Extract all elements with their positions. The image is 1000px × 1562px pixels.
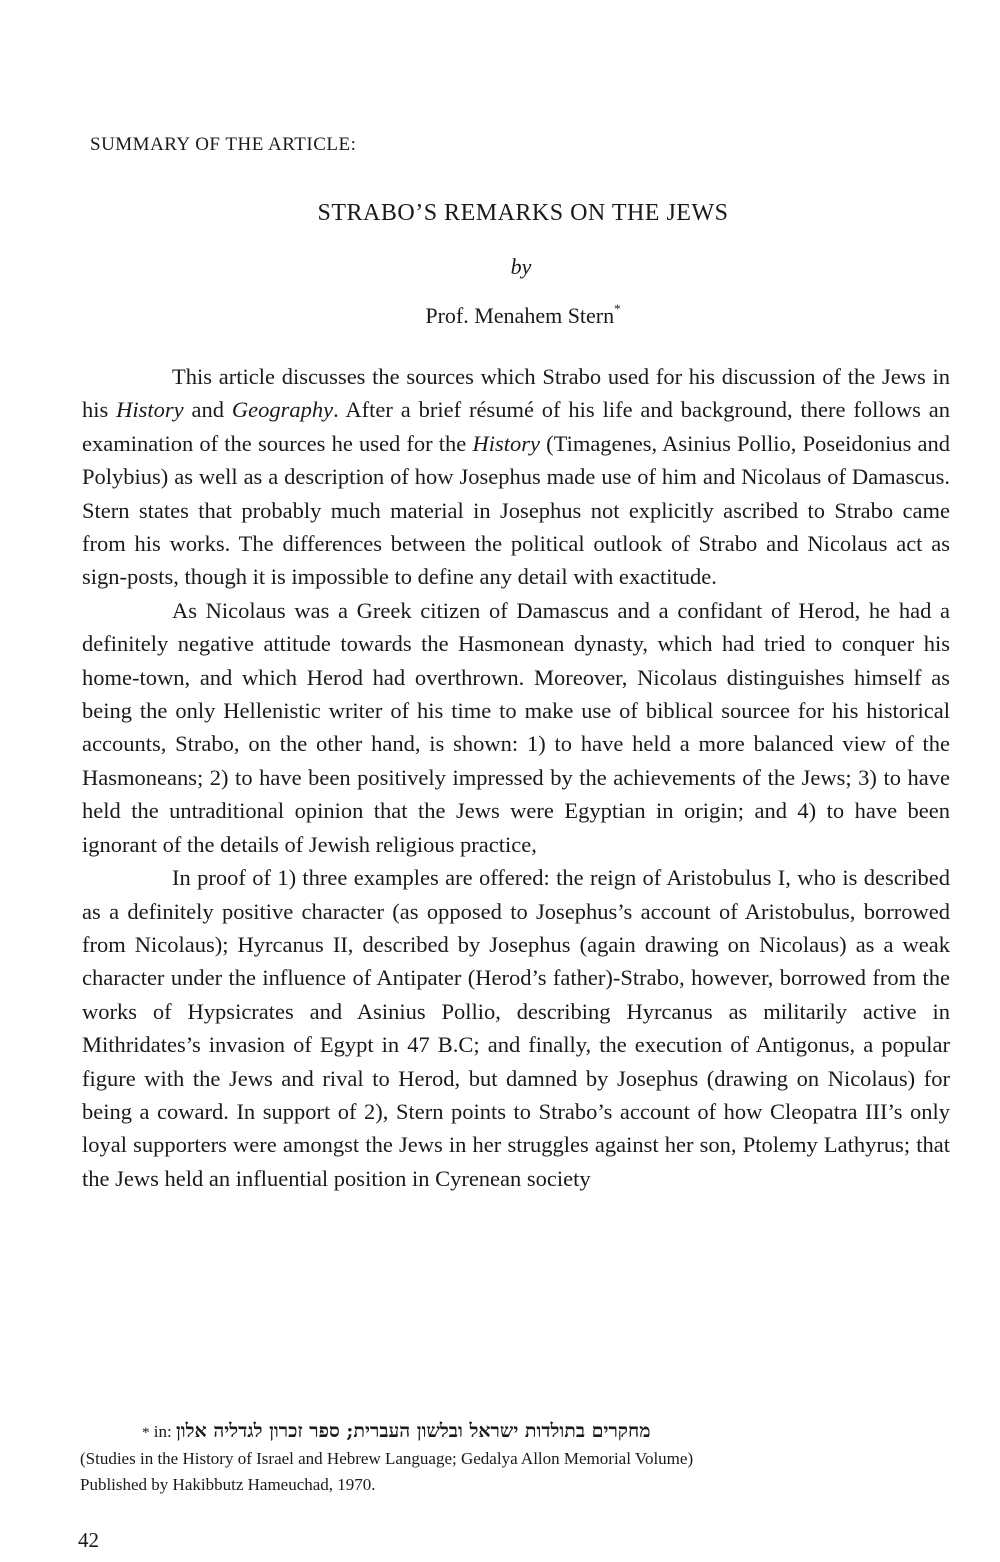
section-label: SUMMARY OF THE ARTICLE: bbox=[90, 134, 357, 155]
article-body bbox=[82, 360, 950, 1195]
footnote-in-label: in: bbox=[153, 1422, 172, 1441]
p1-text-2: and bbox=[183, 397, 232, 423]
footnote-hebrew-title: מחקרים בתולדות ישראל ובלשון העברית; ספר זכרון לגדליה אלון bbox=[175, 1420, 651, 1442]
article-title: STRABO’S REMARKS ON THE JEWS bbox=[317, 200, 729, 226]
p1-text-4: (Timagenes, Asinius Pollio, Poseidonius and Polybius) as well as a description of how Josephus made use of him and Nicolaus of Damascus. Stern states that probably much material in Josephus not explicitly ascribed to Strabo came from his works. The differences between the political outlook of Strabo and Nicolaus act as sign-posts, though it is impossible to define any detail with exactitude. bbox=[82, 430, 950, 590]
author-name bbox=[0, 303, 1000, 329]
paragraph-1 bbox=[82, 360, 950, 594]
footnote-marker: * bbox=[614, 301, 621, 316]
p1-italic-history: History bbox=[116, 397, 184, 423]
author-text: Prof. Menahem Stern bbox=[425, 303, 615, 328]
byline-by: by bbox=[510, 254, 532, 279]
footnote-line-2: (Studies in the History of Israel and Hebrew Language; Gedalya Allon Memorial Volume) bbox=[80, 1449, 694, 1468]
p1-italic-history-2: History bbox=[472, 430, 540, 456]
footnote bbox=[80, 1418, 960, 1498]
p1-text-1: This article discusses the sources which Strabo used for his discussion of the Jews in his bbox=[82, 364, 950, 423]
p1-text-3: . After a brief résumé of his life and background, there follows an examination of the sources he used for the bbox=[82, 397, 950, 456]
paragraph-3: In proof of 1) three examples are offered: the reign of Aristobulus I, who is described as a definitely positive character (as opposed to Josephus’s account of Aristobulus, borrowed from Nicolaus); Hyrcanus II, described by Josephus (again drawing on Nicolaus) as a weak character under the influence of Antipater (Herod’s father)-Strabo, however, borrowed from the works of Hypsicrates and Asinius Pollio, describing Hyrcanus as militarily active in Mithridates’s invasion of Egypt in 47 B.C; and finally, the execution of Antigonus, a popular figure with the Jews and rival to Herod, but damned by Josephus (drawing on Nicolaus) for being a coward. In support of 2), Stern points to Strabo’s account of how Cleopatra III’s only loyal supporters were amongst the Jews in her struggles against her son, Ptolemy Lathyrus; that the Jews held an influential position in Cyrenean society bbox=[82, 865, 950, 1191]
page-number: 42 bbox=[78, 1528, 99, 1552]
p1-italic-geography: Geography bbox=[231, 397, 334, 423]
footnote-line-3: Published by Hakibbutz Hameuchad, 1970. bbox=[80, 1475, 376, 1494]
footnote-asterisk: * bbox=[142, 1425, 150, 1441]
footnote-line-1 bbox=[80, 1418, 960, 1446]
paragraph-2: As Nicolaus was a Greek citizen of Damascus and a confidant of Herod, he had a definitely negative attitude towards the Hasmonean dynasty, which had tried to conquer his home-town, and which Herod had overthrown. Moreover, Nicolaus distinguishes himself as being the only Hellenistic writer of his time to make use of biblical sourcee for his historical accounts, Strabo, on the other hand, is shown: 1) to have held a more balanced view of the Hasmoneans; 2) to have been positively impressed by the achievements of the Jews; 3) to have held the untraditional opinion that the Jews were Egyptian in origin; and 4) to have been ignorant of the details of Jewish religious practice, bbox=[82, 597, 950, 857]
